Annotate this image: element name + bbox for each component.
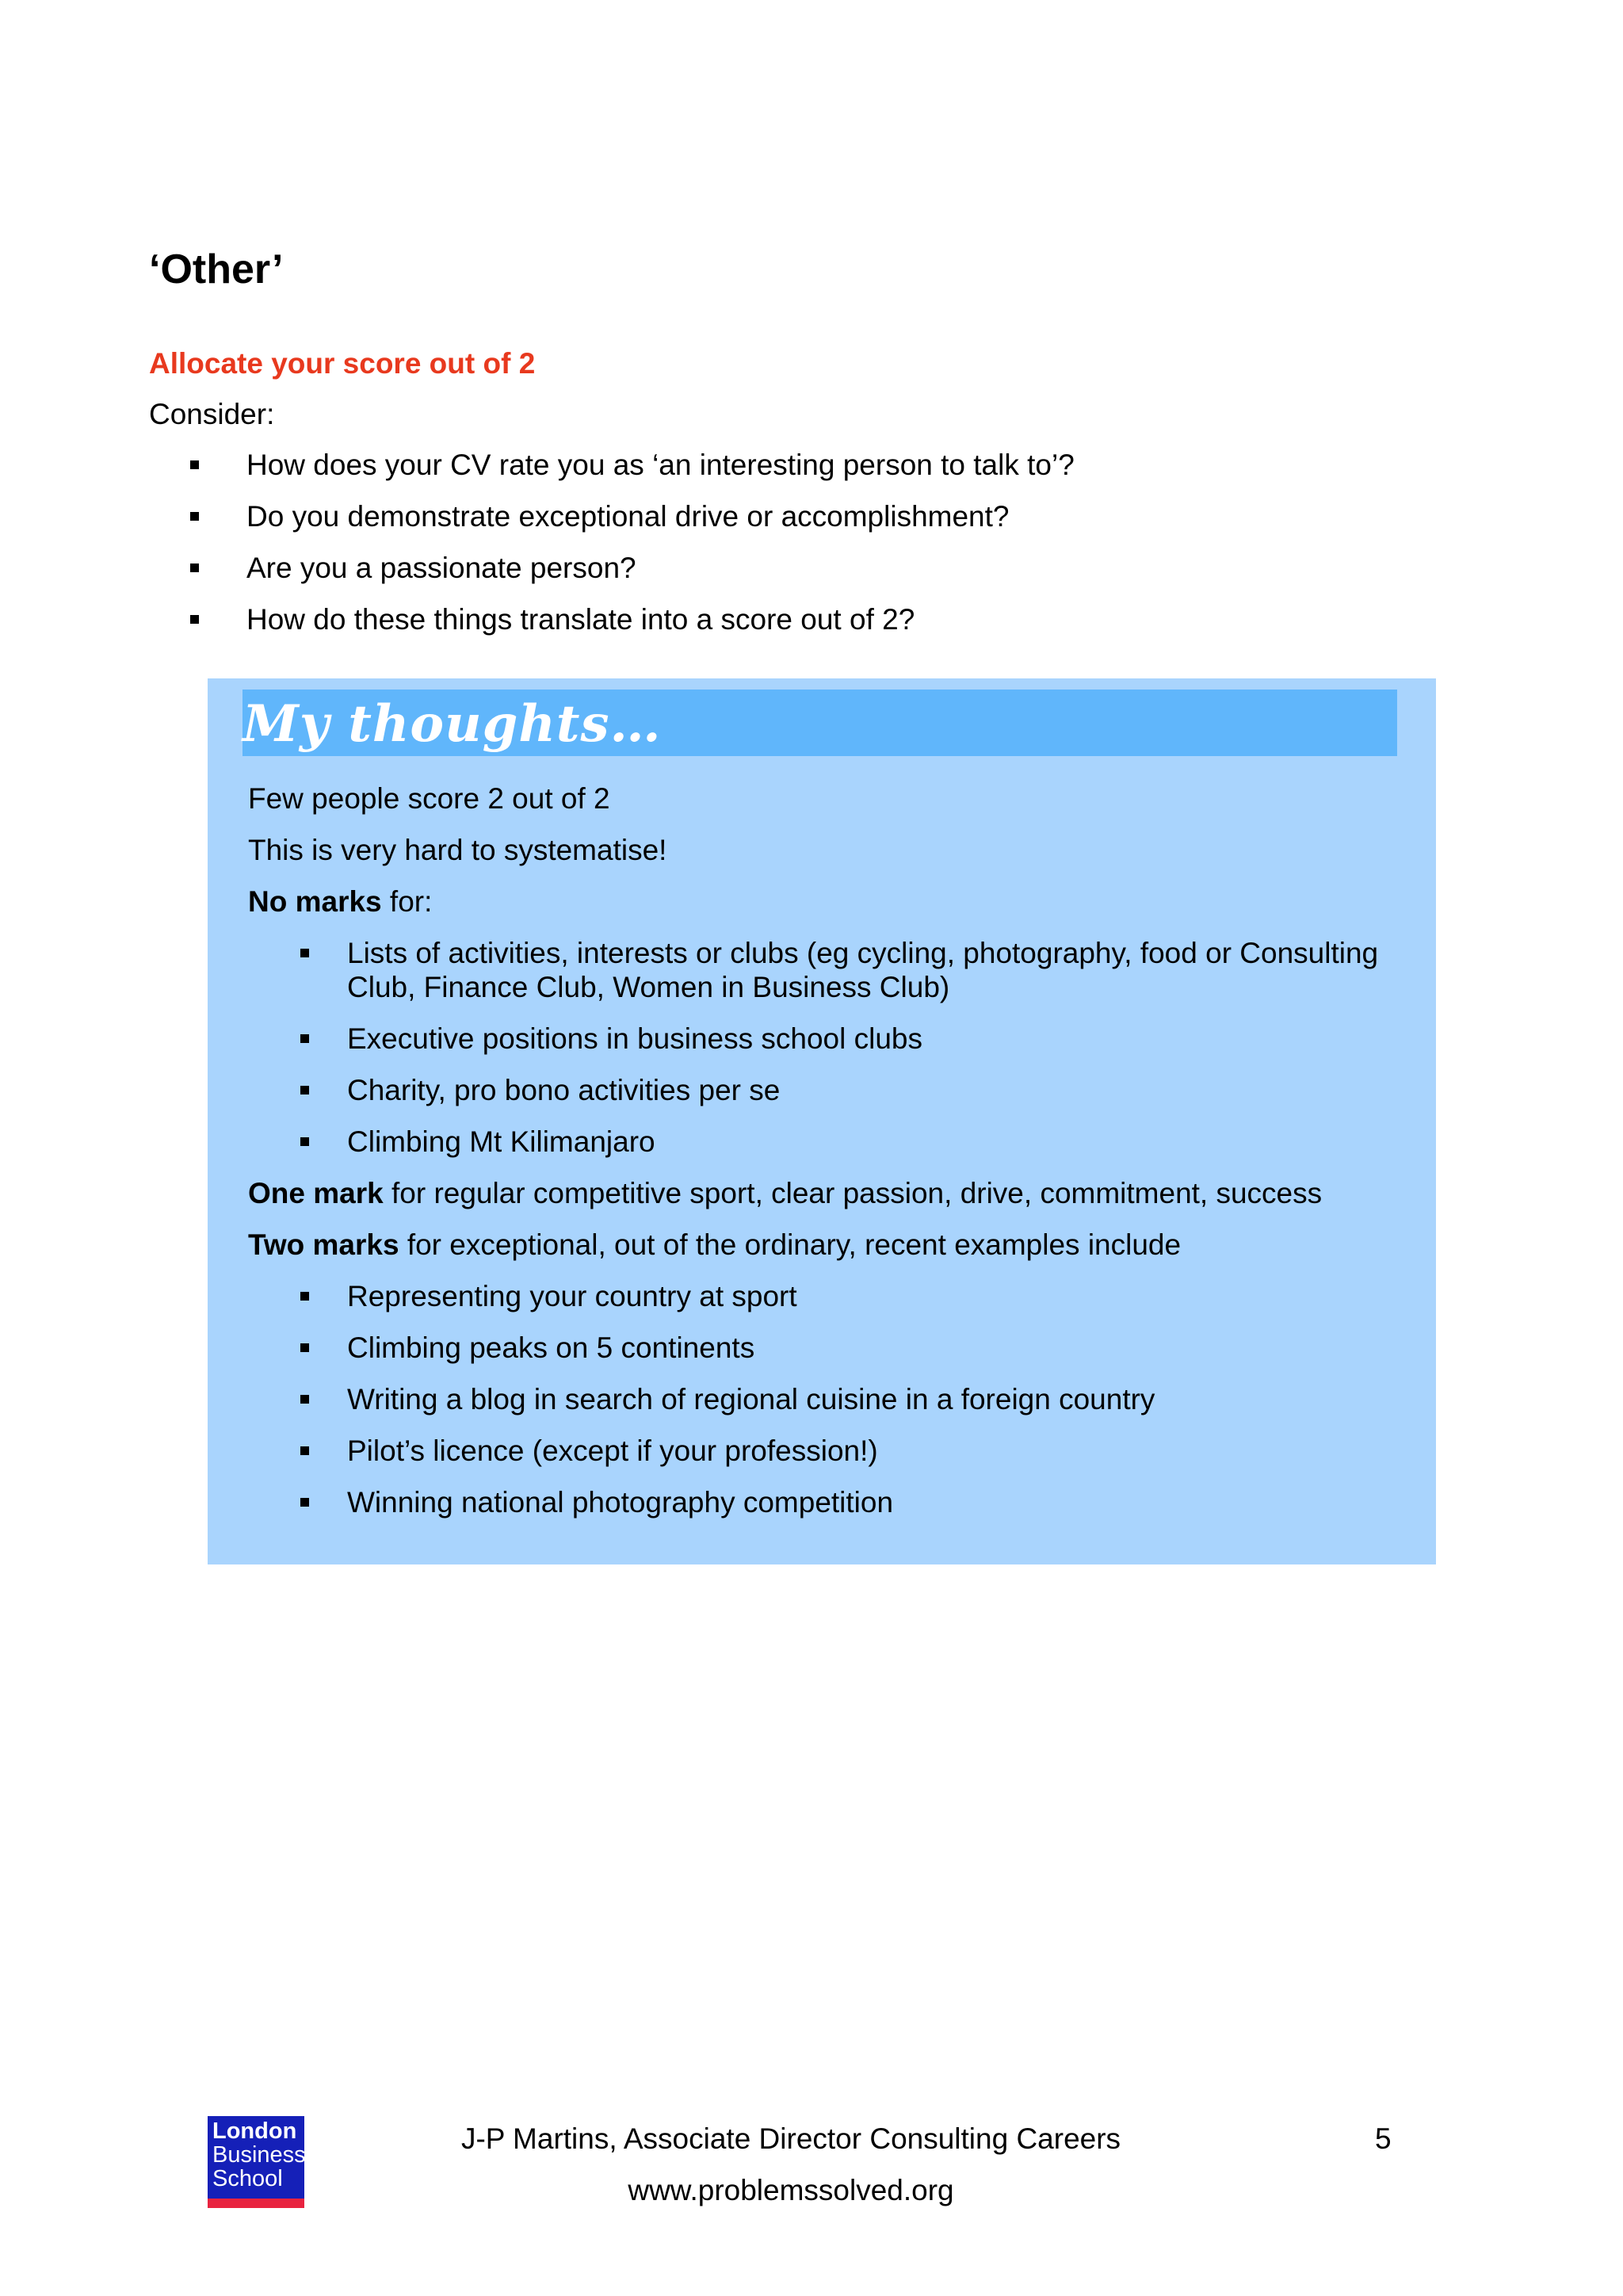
logo-text: School [212, 2166, 283, 2191]
list-item [248, 936, 1421, 1004]
list-item-text: Pilot’s licence (except if your profession!) [347, 1435, 878, 1467]
two-marks-list [248, 1279, 1421, 1519]
square-bullet-icon [300, 1395, 309, 1404]
one-mark-label: One mark [248, 1177, 384, 1209]
no-marks-list [248, 936, 1421, 1159]
square-bullet-icon [300, 1292, 309, 1301]
square-bullet-icon [300, 1446, 309, 1455]
list-item [149, 499, 1496, 533]
square-bullet-icon [300, 1343, 309, 1352]
square-bullet-icon [190, 615, 199, 624]
list-item-text: Do you demonstrate exceptional drive or accomplishment? [246, 500, 1010, 533]
list-item [248, 1485, 1421, 1519]
list-item [248, 1073, 1421, 1107]
thoughts-line: Few people score 2 out of 2 [248, 782, 610, 815]
list-item-text: Lists of activities, interests or clubs (eg cycling, photography, food or Consulting Club, Finance Club, Women in Business Club) [347, 937, 1379, 1003]
thoughts-box [208, 678, 1436, 1564]
thoughts-content [248, 781, 1421, 1537]
consider-label: Consider: [149, 398, 275, 430]
list-item [248, 1125, 1421, 1159]
footer-author: J-P Martins, Associate Director Consulting Careers [460, 2122, 1121, 2155]
list-item-text: Representing your country at sport [347, 1280, 797, 1312]
list-item [149, 602, 1496, 636]
list-item-text: Are you a passionate person? [246, 552, 636, 584]
no-marks-text: for: [381, 885, 433, 918]
square-bullet-icon [300, 949, 309, 957]
list-item-text: Executive positions in business school clubs [347, 1022, 922, 1055]
one-mark-line [248, 1176, 1421, 1210]
square-bullet-icon [190, 512, 199, 521]
thoughts-line: This is very hard to systematise! [248, 834, 667, 866]
one-mark-text: for regular competitive sport, clear passion, drive, commitment, success [383, 1177, 1323, 1209]
square-bullet-icon [300, 1034, 309, 1043]
square-bullet-icon [300, 1137, 309, 1146]
allocate-heading: Allocate your score out of 2 [149, 347, 536, 380]
logo-text: London [212, 2118, 297, 2144]
square-bullet-icon [190, 460, 199, 469]
list-item [248, 1382, 1421, 1416]
thoughts-header-bar [242, 690, 1397, 756]
no-marks-line [248, 884, 1421, 919]
list-item-text: Climbing peaks on 5 continents [347, 1331, 755, 1364]
list-item-text: How does your CV rate you as ‘an interesting person to talk to’? [246, 449, 1075, 481]
thoughts-title: My thoughts… [242, 694, 662, 754]
square-bullet-icon [300, 1498, 309, 1507]
list-item [248, 1279, 1421, 1313]
list-item [149, 448, 1496, 482]
list-item-text: Climbing Mt Kilimanjaro [347, 1125, 655, 1158]
question-list [149, 448, 1496, 654]
two-marks-label: Two marks [248, 1228, 399, 1261]
two-marks-line [248, 1228, 1421, 1262]
page-number: 5 [1375, 2122, 1392, 2155]
list-item [248, 1434, 1421, 1468]
square-bullet-icon [190, 563, 199, 572]
list-item-text: Winning national photography competition [347, 1486, 894, 1519]
square-bullet-icon [300, 1086, 309, 1095]
footer-url: www.problemssolved.org [628, 2174, 954, 2206]
no-marks-label: No marks [248, 885, 382, 918]
list-item [248, 1331, 1421, 1365]
page-title: ‘Other’ [149, 246, 284, 292]
logo-text: Business [212, 2142, 306, 2168]
list-item-text: Charity, pro bono activities per se [347, 1074, 781, 1106]
list-item-text: How do these things translate into a score out of 2? [246, 603, 915, 636]
logo-stripe [208, 2199, 304, 2208]
list-item [149, 551, 1496, 585]
list-item [248, 1022, 1421, 1056]
two-marks-text: for exceptional, out of the ordinary, recent examples include [399, 1228, 1182, 1261]
list-item-text: Writing a blog in search of regional cuisine in a foreign country [347, 1383, 1155, 1415]
london-business-school-logo [208, 2116, 304, 2208]
